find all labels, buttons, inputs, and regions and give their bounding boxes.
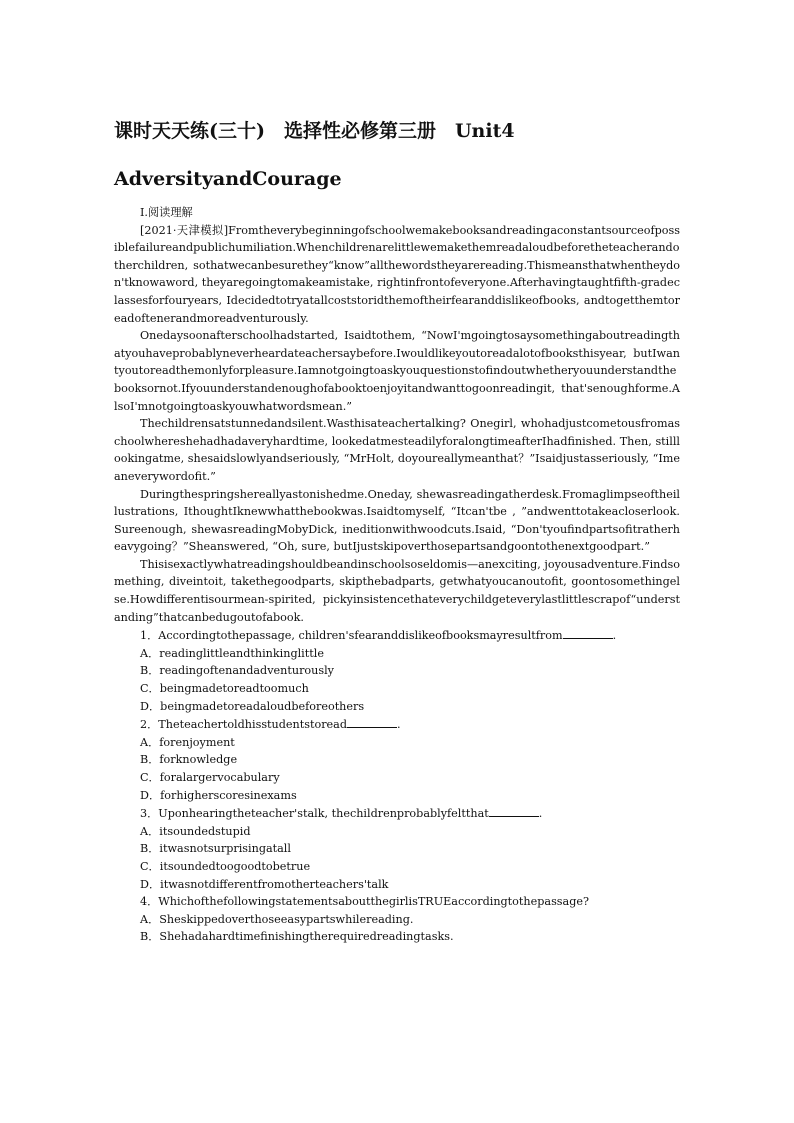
question-2-option-c: C．foralargervocabulary [140, 771, 280, 784]
question-3-option-c: C．itsoundedtoogoodtobetrue [140, 859, 311, 873]
question-2: 2．Theteachertoldhisstudentstoread . [114, 715, 680, 734]
document-title: 课时天天练(三十) 选择性必修第三册 Unit4 [114, 120, 515, 142]
passage-paragraph-3: Thechildrensatstunnedandsilent.Wasthisateachertalking? Onegirl, whohadjustcometousfromaschoolwhereshehadhadaveryhardtime, lookedatmesteadilyforalongtimeafterIhadfinished. Then, stilllookingatme, shesaidslowlyandseriously, “MrHolt, doyoureallymeanthat？”Isaidjustasseriously, “Imeaneverywordofit.” [114, 417, 680, 483]
question-1-option-c: C．beingmadetoreadtoomuch [140, 682, 309, 696]
question-1: 1．Accordingtothepassage, children'sfearanddislikeofbooksmayresultfrom . [114, 626, 680, 645]
question-4-option-b: B．Shehadahardtimefinishingtherequiredreadingtasks. [140, 930, 454, 944]
document-subtitle: AdversityandCourage [114, 168, 342, 190]
question-3-option-d: D．itwasnotdifferentfromotherteachers'talk [140, 877, 389, 891]
passage-paragraph-5: Thisisexactlywhatreadingshouldbeandinschoolsoseldomis—anexciting, joyousadventure.Findsomething, diveintoit, takethegoodparts, skipthebadparts, getwhatyoucanoutofit, goontosomethingelse.Howdifferentisourmean-spirited, pickyinsistencethateverychildgeteverylastlittlescrapof“understanding”thatcanbedugoutofabook. [114, 557, 680, 624]
question-2-option-a: A．forenjoyment [140, 735, 235, 749]
passage-paragraph-2: Onedaysoonafterschoolhadstarted, Isaidtothem, “NowI'mgoingtosaysomethingaboutreadingthatyouhaveprobablyneverheardateachersaybefore.Iwouldlikeyoutoreadalotofbooksthisyear, butIwantyoutoreadthemonlyforpleasure.Iamnotgoingtoaskyouquestionstofindoutwhetheryouunderstandthebooksornot.Ifyouunderstandenoughofabooktoenjoyitandwanttogoonreadingit, that'senoughforme.AlsoI'mnotgoingtoaskyouwhatwordsmean.” [114, 329, 680, 413]
question-1-option-b: B．readingoftenandadventurously [140, 664, 334, 678]
question-1-option-a: A．readinglittleandthinkinglittle [140, 646, 324, 660]
question-2-option-d: D．forhigherscoresinexams [140, 788, 297, 802]
question-3: 3．Uponhearingtheteacher'stalk, thechildrenprobablyfeltthat . [114, 804, 680, 823]
section-heading: Ⅰ.阅读理解 [140, 206, 193, 219]
passage-paragraph-1: [2021·天津模拟]Fromtheverybeginningofschoolwemakebooksandreadingaconstantsourceofpossiblefailureandpublichumiliation.Whenchildrenarelittlewemakethemreadaloudbeforetheteacherandotherchildren, sothatwecanbesurethey“know”allthewordstheyarereading.Thismeansthatwhentheydon'tknowaword, theyaregoingtomakeamistake, rightinfrontofeveryone.Afterhavingtaughtfifth-gradeclassesforfouryears, Idecidedtotryatallcoststoridthemoftheirfearanddislikeofbooks, andtogetthemtoreadoftenerandmoreadventurously. [114, 223, 680, 325]
question-2-option-b: B．forknowledge [140, 753, 238, 767]
answer-blank [347, 715, 397, 728]
question-4-option-a: A．Sheskippedoverthoseeasypartswhilereading. [140, 912, 414, 926]
question-3-option-a: A．itsoundedstupid [140, 824, 251, 838]
question-4: 4．WhichofthefollowingstatementsaboutthegirlisTRUEaccordingtothepassage? [140, 895, 590, 909]
answer-blank [489, 804, 539, 817]
passage-paragraph-4: Duringthespringshereallyastonishedme.Oneday, shewasreadingatherdesk.Fromaglimpseoftheillustrations, IthoughtIknewwhatthebookwas.Isaidtomyself, “Itcan'tbe , ”andwenttotakeacloserlook.Sureenough, shewasreadingMobyDick, ineditionwithwoodcuts.Isaid, “Don'tyoufindpartsofitratherheavygoing？”Sheanswered, “Oh, sure, butIjustskipoverthosepartsandgoontothenextgoodpart.” [114, 487, 680, 554]
answer-blank [563, 626, 613, 639]
question-1-option-d: D．beingmadetoreadaloudbeforeothers [140, 699, 365, 713]
question-3-option-b: B．itwasnotsurprisingatall [140, 842, 291, 856]
document-body [114, 204, 680, 946]
document-page [114, 118, 680, 946]
